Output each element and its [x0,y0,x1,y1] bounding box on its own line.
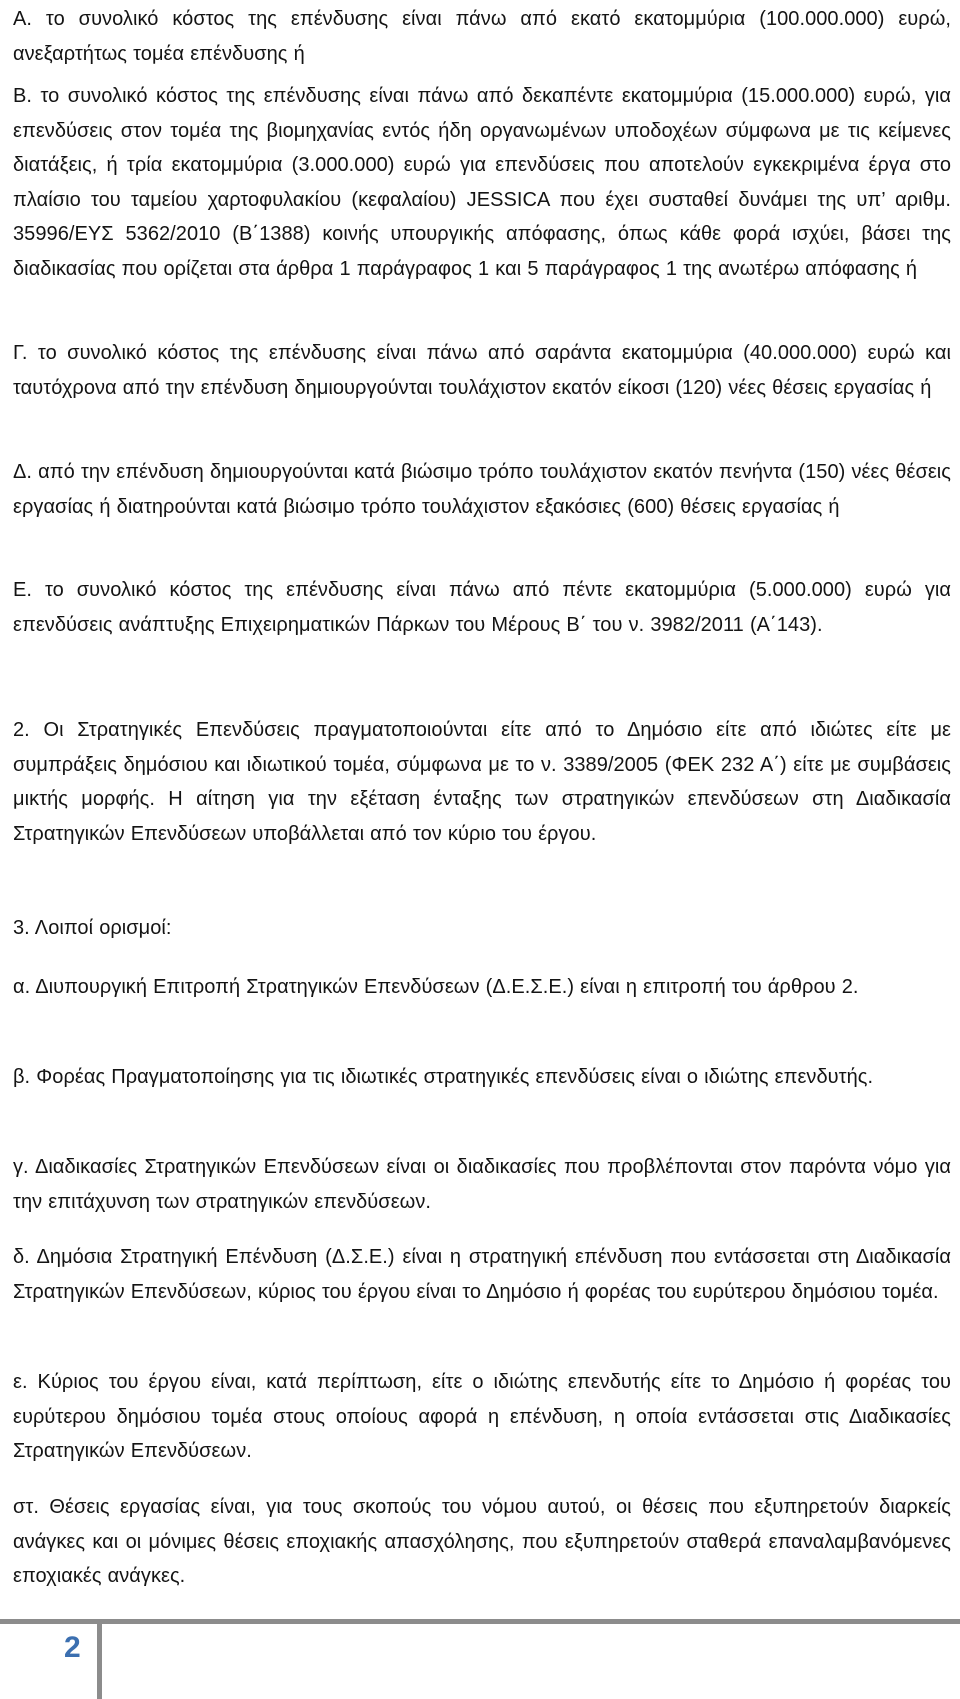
paragraph-delta: Δ. από την επένδυση δημιουργούνται κατά βιώσιμο τρόπο τουλάχιστον εκατόν πενήντα (150) νέες θέσεις εργασίας ή διατηρούνται κατά βιώσιμο τρόπο τουλάχιστον εξακόσιες (600) θέσεις εργασίας ή [13,461,951,518]
paragraph-gamma: Γ. το συνολικό κόστος της επένδυσης είναι πάνω από σαράντα εκατομμύρια (40.000.000) ευρώ και ταυτόχρονα από την επένδυση δημιουργούνται τουλάχιστον εκατόν είκοσι (120) νέες θέσεις εργασίας ή [13,342,951,399]
definition-e: ε. Κύριος του έργου είναι, κατά περίπτωση, είτε ο ιδιώτης επενδυτής είτε το Δημόσιο ή φορέας του ευρύτερου δημόσιου τομέα στους οποίους αφορά η επένδυση, η οποία εντάσσεται στις Διαδικασίες Στρατηγικών Επενδύσεων. [13,1371,951,1462]
paragraph-beta: Β. το συνολικό κόστος της επένδυσης είναι πάνω από δεκαπέντε εκατομμύρια (15.000.000) ευρώ, για επενδύσεις στον τομέα της βιομηχανίας εντός ήδη οργανωμένων υποδοχέων σύμφωνα με τις κείμενες διατάξεις, ή τρία εκατομμύρια (3.000.000) ευρώ για επενδύσεις που αποτελούν εγκεκριμένα έργα στο πλαίσιο του ταμείου χαρτοφυλακίου (κεφαλαίου) JESSICA που έχει συσταθεί δυνάμει της υπ’ αριθμ. 35996/ΕΥΣ 5362/2010 (Β΄1388) κοινής υπουργικής απόφασης, όπως κάθε φορά ισχύει, βάσει της διαδικασίας που ορίζεται στα άρθρα 1 παράγραφος 1 και 5 παράγραφος 1 της ανωτέρω απόφασης ή [13,85,951,280]
definition-b: β. Φορέας Πραγματοποίησης για τις ιδιωτικές στρατηγικές επενδύσεις είναι ο ιδιώτης επενδυτής. [13,1066,874,1088]
paragraph-epsilon: Ε. το συνολικό κόστος της επένδυσης είναι πάνω από πέντε εκατομμύρια (5.000.000) ευρώ για επενδύσεις ανάπτυξης Επιχειρηματικών Πάρκων του Μέρους Β΄ του ν. 3982/2011 (Α΄143). [13,579,951,636]
footer-vertical-divider [97,1624,102,1699]
paragraph-section-2: 2. Οι Στρατηγικές Επενδύσεις πραγματοποιούνται είτε από το Δημόσιο είτε από ιδιώτες είτε με συμπράξεις δημόσιου και ιδιωτικού τομέα, σύμφωνα με το ν. 3389/2005 (ΦΕΚ 232 Α΄) είτε με συμβάσεις μικτής μορφής. Η αίτηση για την εξέταση ένταξης των στρατηγικών επενδύσεων στη Διαδικασία Στρατηγικών Επενδύσεων υποβάλλεται από τον κύριο του έργου. [13,719,951,845]
definition-d: δ. Δημόσια Στρατηγική Επένδυση (Δ.Σ.Ε.) είναι η στρατηγική επένδυση που εντάσσεται στη Διαδικασία Στρατηγικών Επενδύσεων, κύριος του έργου είναι το Δημόσιο ή φορέας του ευρύτερου δημόσιου τομέα. [13,1246,951,1303]
paragraph-section-3-heading: 3. Λοιποί ορισμοί: [13,917,172,939]
page-number: 2 [64,1631,81,1664]
definition-st: στ. Θέσεις εργασίας είναι, για τους σκοπούς του νόμου αυτού, οι θέσεις που εξυπηρετούν διαρκείς ανάγκες και οι μόνιμες θέσεις εποχιακής απασχόλησης, που εξυπηρετούν σταθερά επαναλαμβανόμενες εποχιακές ανάγκες. [13,1496,951,1587]
definition-c: γ. Διαδικασίες Στρατηγικών Επενδύσεων είναι οι διαδικασίες που προβλέπονται στον παρόντα νόμο για την επιτάχυνση των στρατηγικών επενδύσεων. [13,1156,951,1213]
footer-rule [0,1619,960,1624]
paragraph-alpha: Α. το συνολικό κόστος της επένδυσης είναι πάνω από εκατό εκατομμύρια (100.000.000) ευρώ, ανεξαρτήτως τομέα επένδυσης ή [13,8,951,65]
definition-a: α. Διυπουργική Επιτροπή Στρατηγικών Επενδύσεων (Δ.Ε.Σ.Ε.) είναι η επιτροπή του άρθρου 2. [13,976,859,998]
